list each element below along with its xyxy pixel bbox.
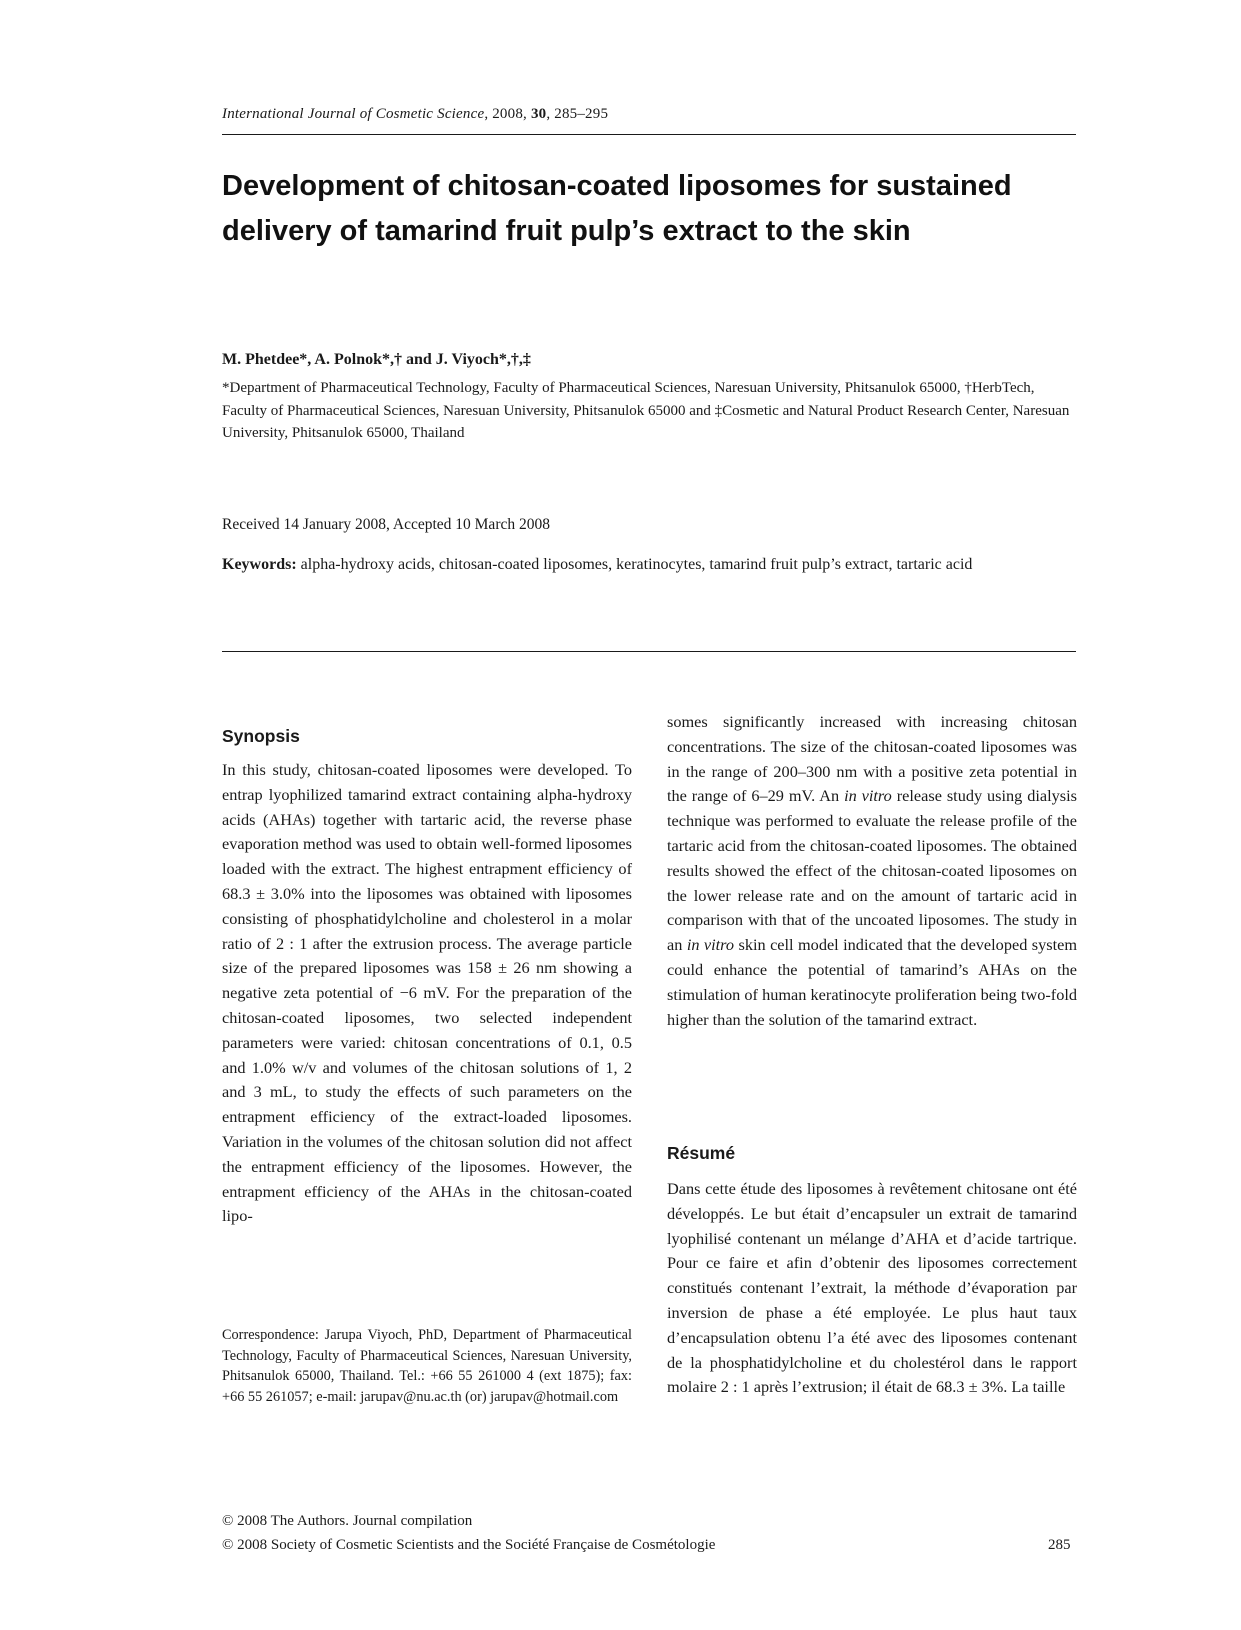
keywords [222,553,1078,577]
correspondence-note: Correspondence: Jarupa Viyoch, PhD, Department of Pharmaceutical Technology, Faculty of Pharmaceutical Sciences, Naresuan University, Phitsanulok 65000, Thailand. Tel.: +66 55 261000 4 (ext 1875); fax: +66 55 261057; e-mail: jarupav@nu.ac.th (or) jarupav@hotmail.com [222,1327,632,1405]
affiliations: *Department of Pharmaceutical Technology, Faculty of Pharmaceutical Sciences, Naresuan University, Phitsanulok 65000, †HerbTech, Faculty of Pharmaceutical Sciences, Naresuan University, Phitsanulok 65000 and ‡Cosmetic and Natural Product Research Center, Naresuan University, Phitsanulok 65000, Thailand [222,380,1070,441]
synopsis-heading: Synopsis [222,726,300,746]
journal-volume: 30 [530,106,547,122]
resume-text: Dans cette étude des liposomes à revêtement chitosane ont été développés. Le but était d’encapsuler un extrait de tamarind lyophilisé contenant un mélange d’AHA et d’acide tartrique. Pour ce faire et afin d’obtenir des liposomes correctement constitués contenant l’extrait, la méthode d’évaporation par inversion de phase a été employée. Le plus haut taux d’encapsulation obtenu l’a été avec des liposomes contenant de la phosphatidylcholine et du cholestérol dans le rapport molaire 2 : 1 après l’extrusion; il était de 68.3 ± 3%. La taille [667,1179,1077,1397]
journal-year: , 2008, [484,106,531,122]
synopsis-col2-italic-2: in vitro [686,935,735,955]
journal-citation [222,106,608,123]
synopsis-text-column-2 [667,710,1077,1032]
journal-pages: , 285–295 [546,106,609,122]
resume-heading: Résumé [667,1143,736,1163]
synopsis-col2-part-a: somes significantly increased with increasing chitosan concentrations. The size of the chitosan-coated liposomes was in the range of 200–300 nm with a positive zeta potential in the range of 6–29 mV. An [667,712,1077,806]
article-title: Development of chitosan-coated liposomes for sustained delivery of tamarind fruit pulp’s extract to the skin [222,170,1012,247]
synopsis-col2-italic-1: in vitro [844,786,892,806]
author-list: M. Phetdee*, A. Polnok*,† and J. Viyoch*,†,‡ [222,351,531,368]
synopsis-col2-part-b: release study using dialysis technique was performed to evaluate the release profile of the tartaric acid from the chitosan-coated liposomes. The obtained results showed the effect of the chitosan-coated liposomes on the lower release rate and on the amount of tartaric acid in comparison with that of the uncoated liposomes. The study in an [667,786,1077,955]
page-number: 285 [1048,1537,1071,1553]
keywords-text: alpha-hydroxy acids, chitosan-coated liposomes, keratinocytes, tamarind fruit pulp’s extract, tartaric acid [296,556,973,573]
copyright-line-2: © 2008 Society of Cosmetic Scientists and the Société Française de Cosmétologie [222,1537,716,1553]
keywords-label: Keywords: [222,556,297,573]
received-dates: Received 14 January 2008, Accepted 10 March 2008 [222,516,550,533]
synopsis-text-column-1: In this study, chitosan-coated liposomes were developed. To entrap lyophilized tamarind extract containing alpha-hydroxy acids (AHAs) together with tartaric acid, the reverse phase evaporation method was used to obtain well-formed liposomes loaded with the extract. The highest entrapment efficiency of 68.3 ± 3.0% into the liposomes was obtained with liposomes consisting of phosphatidylcholine and cholesterol in a molar ratio of 2 : 1 after the extrusion process. The average particle size of the prepared liposomes was 158 ± 26 nm showing a negative zeta potential of −6 mV. For the preparation of the chitosan-coated liposomes, two selected independent parameters were varied: chitosan concentrations of 0.1, 0.5 and 1.0% w/v and volumes of the chitosan solutions of 1, 2 and 3 mL, to study the effects of such parameters on the entrapment efficiency of the extract-loaded liposomes. Variation in the volumes of the chitosan solution did not affect the entrapment efficiency of the liposomes. However, the entrapment efficiency of the AHAs in the chitosan-coated lipo- [222,760,632,1226]
journal-name: International Journal of Cosmetic Science [222,106,485,122]
section-divider [222,651,1076,652]
header-divider [222,134,1076,135]
synopsis-col2-part-c: skin cell model indicated that the developed system could enhance the potential of tamarind’s AHAs on the stimulation of human keratinocyte proliferation being two-fold higher than the solution of the tamarind extract. [667,935,1077,1029]
copyright-line-1: © 2008 The Authors. Journal compilation [222,1513,473,1529]
